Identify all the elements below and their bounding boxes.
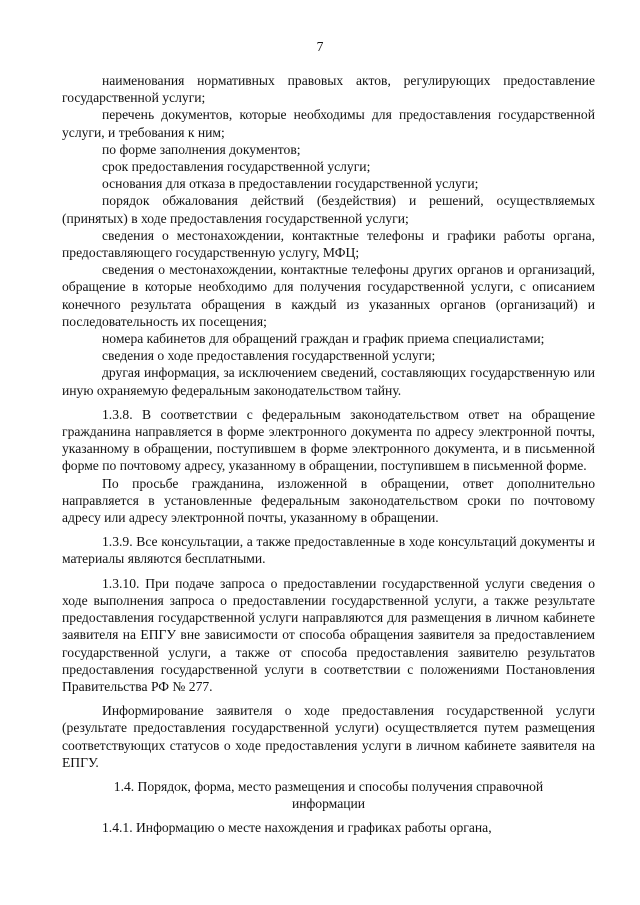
paragraph: 1.3.10. При подаче запроса о предоставлении государственной услуги сведения о ходе выполнения запроса о предоставлении государственной услуги, а также результате предоставления государственной услуги направляются для размещения в личном кабинете заявителя на ЕПГУ вне зависимости от способа обращения заявителя за предоставлением государственной услуги, а также от способа предоставления заявителю результатов предоставления государственной услуги в соответствии с положениями Постановления Правительства РФ № 277. [62, 575, 595, 694]
paragraph: 1.3.8. В соответствии с федеральным законодательством ответ на обращение гражданина направляется в форме электронного документа по адресу электронной почты, указанному в обращении, поступившем в форме электронного документа, и в письменной форме по почтовому адресу, указанному в обращении, поступившем в письменной форме. [62, 406, 595, 474]
paragraph: по форме заполнения документов; [102, 141, 301, 157]
paragraph: сведения о местонахождении, контактные телефоны и графики работы органа, предоставляющего государственную услугу, МФЦ; [62, 227, 595, 261]
document-body [62, 72, 595, 837]
paragraph: наименования нормативных правовых актов, регулирующих предоставление государственной услуги; [62, 73, 595, 106]
paragraph: По просьбе гражданина, изложенной в обращении, ответ дополнительно направляется в установленные федеральным законодательством сроки по почтовому адресу или адресу электронной почты, указанному в обращении. [62, 475, 595, 526]
paragraph: другая информация, за исключением сведений, составляющих государственную или иную охраняемую федеральным законодательством тайну. [62, 365, 595, 398]
section-heading: 1.4. Порядок, форма, место размещения и способы получения справочной информации [113, 778, 544, 812]
paragraph: номера кабинетов для обращений граждан и график приема специалистами; [102, 331, 545, 347]
page-number: 7 [316, 39, 324, 54]
paragraph: сведения о местонахождении, контактные телефоны других органов и организаций, обращение в которые необходимо для получения государственной услуги, с описанием конечного результата обращения в каждый из указанных органов (организаций) и последовательность их посещения; [62, 262, 595, 329]
paragraph: срок предоставления государственной услуги; [102, 159, 371, 175]
paragraph: сведения о ходе предоставления государственной услуги; [102, 348, 436, 364]
paragraph: 1.4.1. Информацию о месте нахождения и графиках работы органа, [102, 820, 492, 836]
paragraph: порядок обжалования действий (бездействия) и решений, осуществляемых (принятых) в ходе предоставления государственной услуги; [62, 193, 595, 226]
paragraph: 1.3.9. Все консультации, а также предоставленные в ходе консультаций документы и материалы являются бесплатными. [62, 534, 595, 567]
paragraph: перечень документов, которые необходимы для предоставления государственной услуги, и требования к ним; [62, 107, 595, 140]
paragraph: основания для отказа в предоставлении государственной услуги; [102, 176, 479, 192]
paragraph: Информирование заявителя о ходе предоставления государственной услуги (результате предоставления государственной услуги) осуществляется путем размещения соответствующих статусов о ходе предоставления услуги в личном кабинете заявителя на ЕПГУ. [62, 703, 595, 770]
